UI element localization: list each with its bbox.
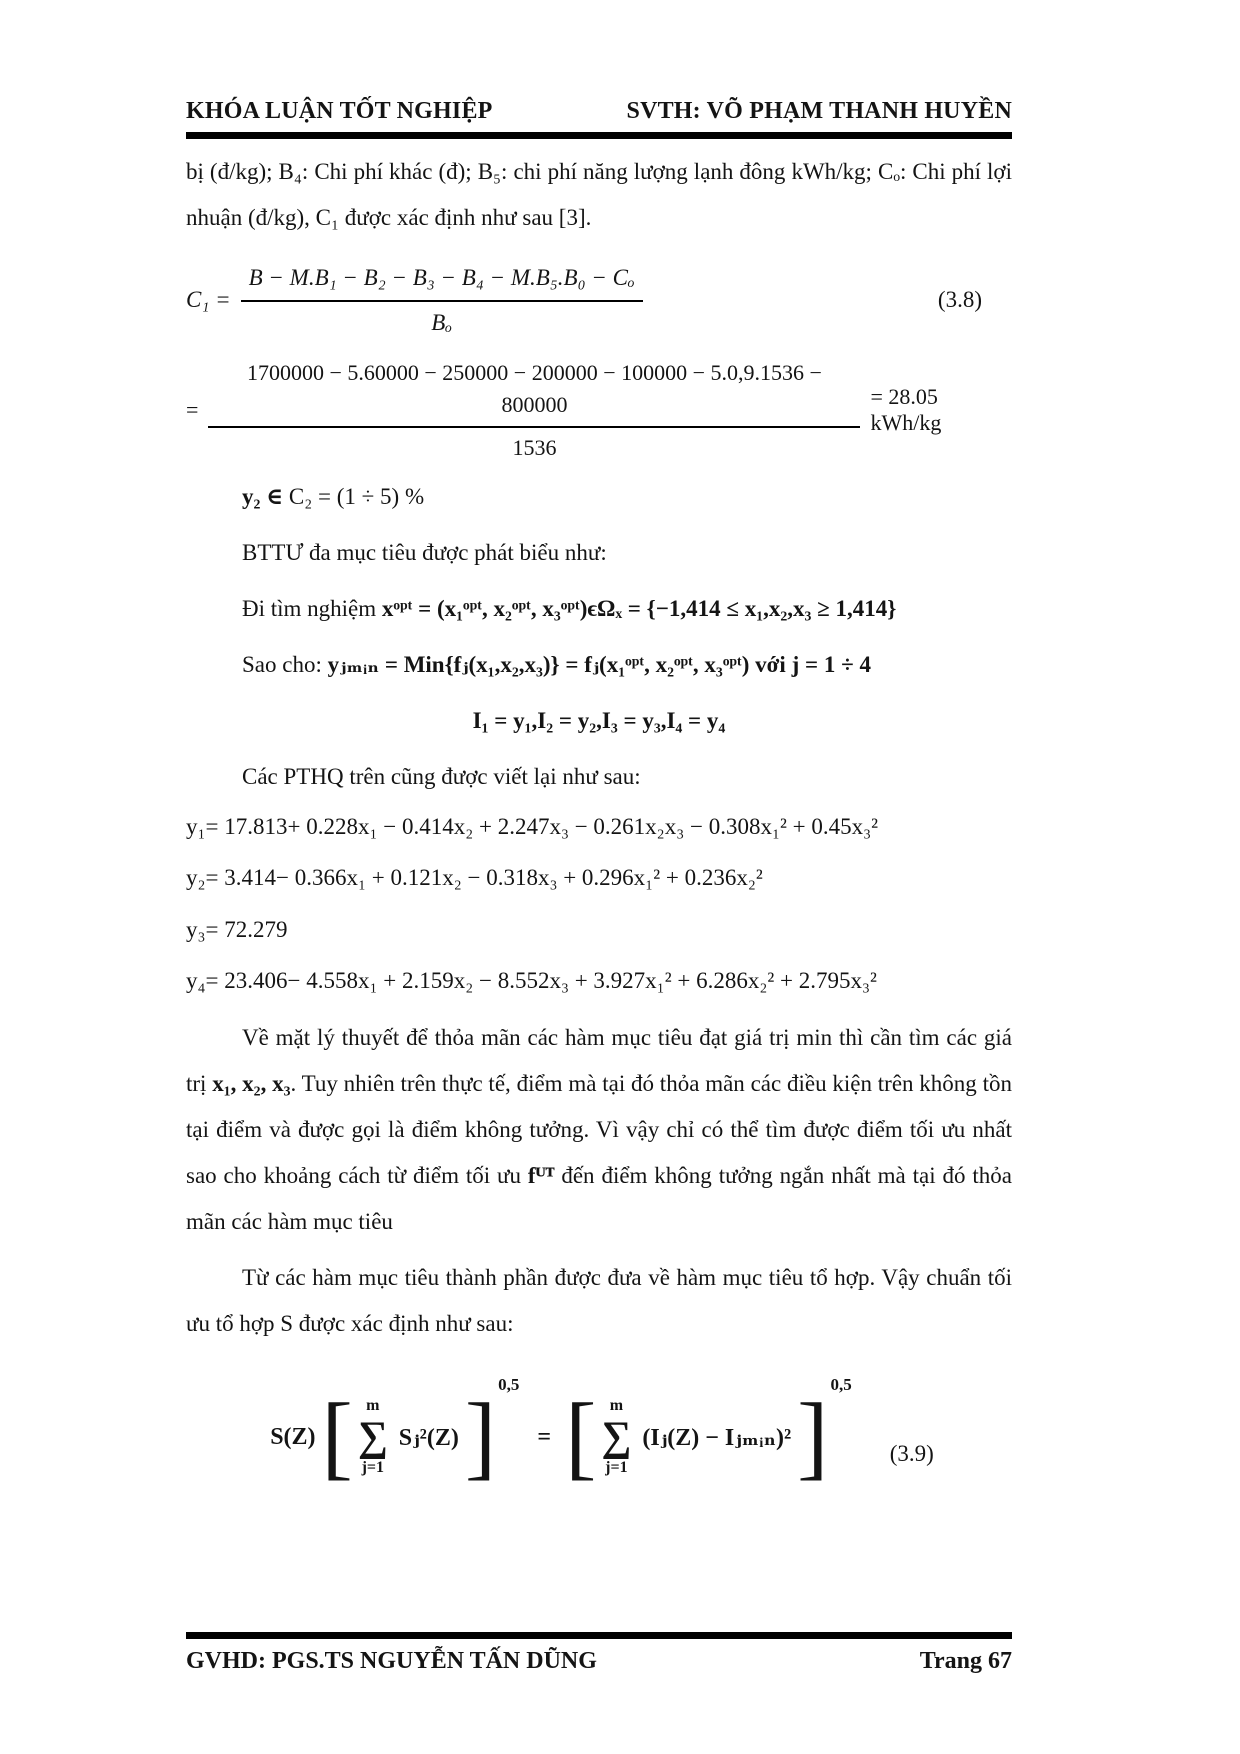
theory-text-3: đến điểm không tưởng ngắn nhất mà tại đó thỏa mãn các hàm mục tiêu bbox=[186, 1163, 1012, 1235]
sao-cho-math: yⱼₘᵢₙ = Min{fⱼ(x₁,x₂,x₃)} = fⱼ(x₁ᵒᵖᵗ, x₂ᵒᵖᵗ, x₃ᵒᵖᵗ) với j = 1 ÷ 4 bbox=[327, 651, 871, 677]
find-prefix: Đi tìm nghiệm bbox=[242, 595, 382, 621]
composite-paragraph bbox=[186, 1255, 1012, 1347]
eq38-values-equals: = bbox=[186, 397, 199, 423]
composite-text: Từ các hàm mục tiêu thành phần được đưa về hàm mục tiêu tổ hợp. Vậy chuẩn tối ưu tổ hợp S được xác định như sau: bbox=[186, 1265, 1012, 1337]
regression-equation-y3: y₃= 72.279 bbox=[186, 916, 288, 942]
intro-paragraph bbox=[186, 149, 1012, 241]
eq39-open-bracket-1: [ bbox=[321, 1385, 353, 1490]
eq39-close-bracket-1: ] bbox=[464, 1385, 497, 1490]
regression-equation-y4: y₄= 23.406− 4.558x₁ + 2.159x₂ − 8.552x₃ + 3.927x₁² + 6.286x₂² + 2.795x₃² bbox=[186, 967, 877, 993]
bttu-statement-line bbox=[186, 530, 1012, 576]
eq38-values-fraction bbox=[208, 357, 860, 464]
theory-text-2: . Tuy nhiên trên thực tế, điểm mà tại đó thỏa mãn các điều kiện trên không tồn tại điểm và được gọi là điểm không tưởng. Vì vậy chỉ có thể tìm được điểm tối ưu nhất sao cho khoảng cách từ điểm tối ưu bbox=[186, 1071, 1012, 1189]
pthq-line bbox=[186, 754, 1012, 800]
sao-cho-line bbox=[186, 642, 1012, 688]
identity-math: I₁ = y₁,I₂ = y₂,I₃ = y₃,I₄ = y₄ bbox=[472, 707, 726, 733]
y2-range-math: y₂ ∈ bbox=[242, 483, 289, 509]
pthq-text: Các PTHQ trên cũng được viết lại như sau: bbox=[242, 763, 641, 789]
regression-equation-y2: y₂= 3.414− 0.366x₁ + 0.121x₂ − 0.318x₃ + 0.296x₁² + 0.236x₂² bbox=[186, 865, 763, 891]
equation-3-9 bbox=[186, 1367, 1012, 1507]
eq39-sum1-upper: m bbox=[366, 1397, 380, 1415]
bttu-text: BTTƯ đa mục tiêu được phát biểu như: bbox=[242, 539, 607, 565]
eq38-fraction bbox=[241, 261, 643, 339]
equation-3-8-values bbox=[186, 357, 1012, 464]
eq38-numerator: B − M.B₁ − B₂ − B₃ − B₄ − M.B₅.B₀ − Cₒ bbox=[241, 261, 643, 301]
eq38-values-result: = 28.05 kWh/kg bbox=[870, 384, 942, 436]
header-title-right: SVTH: VÕ PHẠM THANH HUYỀN bbox=[626, 98, 1012, 124]
page-header bbox=[186, 98, 1012, 125]
eq39-sum2-upper: m bbox=[609, 1397, 624, 1415]
eq38-values-numerator: 1700000 − 5.60000 − 250000 − 200000 − 100000 − 5.0,9.1536 − 800000 bbox=[208, 357, 860, 428]
footer-page-number: Trang 67 bbox=[919, 1648, 1012, 1674]
eq39-term-1: Sⱼ²(Z) bbox=[398, 1425, 459, 1452]
theory-paragraph bbox=[186, 1015, 1012, 1245]
eq39-equation-number: (3.9) bbox=[889, 1441, 934, 1467]
eq39-close-bracket-2: ] bbox=[797, 1385, 829, 1490]
eq39-exponent-2: 0,5 bbox=[830, 1375, 852, 1395]
eq39-sum2-lower: j=1 bbox=[605, 1459, 628, 1477]
y2-range-rest: C₂ = (1 ÷ 5) % bbox=[288, 483, 425, 509]
header-title-left: KHÓA LUẬN TỐT NGHIỆP bbox=[186, 98, 493, 124]
eq39-prefix: S(Z) bbox=[270, 1423, 316, 1450]
theory-math-fut: fᵁᵀ bbox=[527, 1163, 555, 1189]
eq38-denominator: Bₒ bbox=[431, 309, 452, 335]
eq38-lhs: C₁ = bbox=[186, 287, 231, 312]
y2-range-line bbox=[186, 474, 1012, 520]
footer-rule bbox=[186, 1632, 1012, 1639]
sigma-icon: ∑ bbox=[601, 1414, 632, 1461]
eq39-exponent-1: 0,5 bbox=[498, 1375, 520, 1395]
page-footer bbox=[186, 1632, 1012, 1675]
find-solution-line bbox=[186, 586, 1012, 632]
eq39-summation-2 bbox=[601, 1396, 631, 1478]
eq39-equals: = bbox=[537, 1423, 552, 1450]
eq39-open-bracket-2: [ bbox=[565, 1385, 597, 1490]
identity-line bbox=[186, 698, 1012, 744]
sao-cho-prefix: Sao cho: bbox=[242, 651, 328, 677]
footer-advisor: GVHD: PGS.TS NGUYỄN TẤN DŨNG bbox=[186, 1648, 597, 1674]
theory-math-x123: x₁, x₂, x₃ bbox=[212, 1071, 291, 1097]
header-rule bbox=[186, 132, 1012, 139]
eq38-values-denominator: 1536 bbox=[512, 434, 557, 460]
sigma-icon: ∑ bbox=[357, 1414, 388, 1461]
equation-3-8 bbox=[186, 255, 1012, 345]
find-math: xᵒᵖᵗ = (x₁ᵒᵖᵗ, x₂ᵒᵖᵗ, x₃ᵒᵖᵗ)ϵΩₓ = {−1,414 ≤ x₁,x₂,x₃ ≥ 1,414} bbox=[381, 595, 897, 621]
footer-text-row bbox=[186, 1648, 1012, 1675]
eq39-sum1-lower: j=1 bbox=[361, 1459, 385, 1477]
eq39-term-2: (Iⱼ(Z) − Iⱼₘᵢₙ)² bbox=[642, 1425, 792, 1452]
intro-text: bị (đ/kg); B₄: Chi phí khác (đ); B₅: chi phí năng lượng lạnh đông kWh/kg; Cₒ: Chi phí lợi nhuận (đ/kg), C₁ được xác định như sau [3]. bbox=[186, 159, 1012, 230]
regression-equation-y1: y₁= 17.813+ 0.228x₁ − 0.414x₂ + 2.247x₃ − 0.261x₂x₃ − 0.308x₁² + 0.45x₃² bbox=[186, 813, 878, 839]
eq39-summation-1 bbox=[358, 1396, 388, 1478]
theory-text-1: Về mặt lý thuyết để thỏa mãn các hàm mục tiêu đạt giá trị min thì cần tìm các giá trị bbox=[186, 1025, 1012, 1097]
eq38-equation-number: (3.8) bbox=[937, 287, 982, 312]
